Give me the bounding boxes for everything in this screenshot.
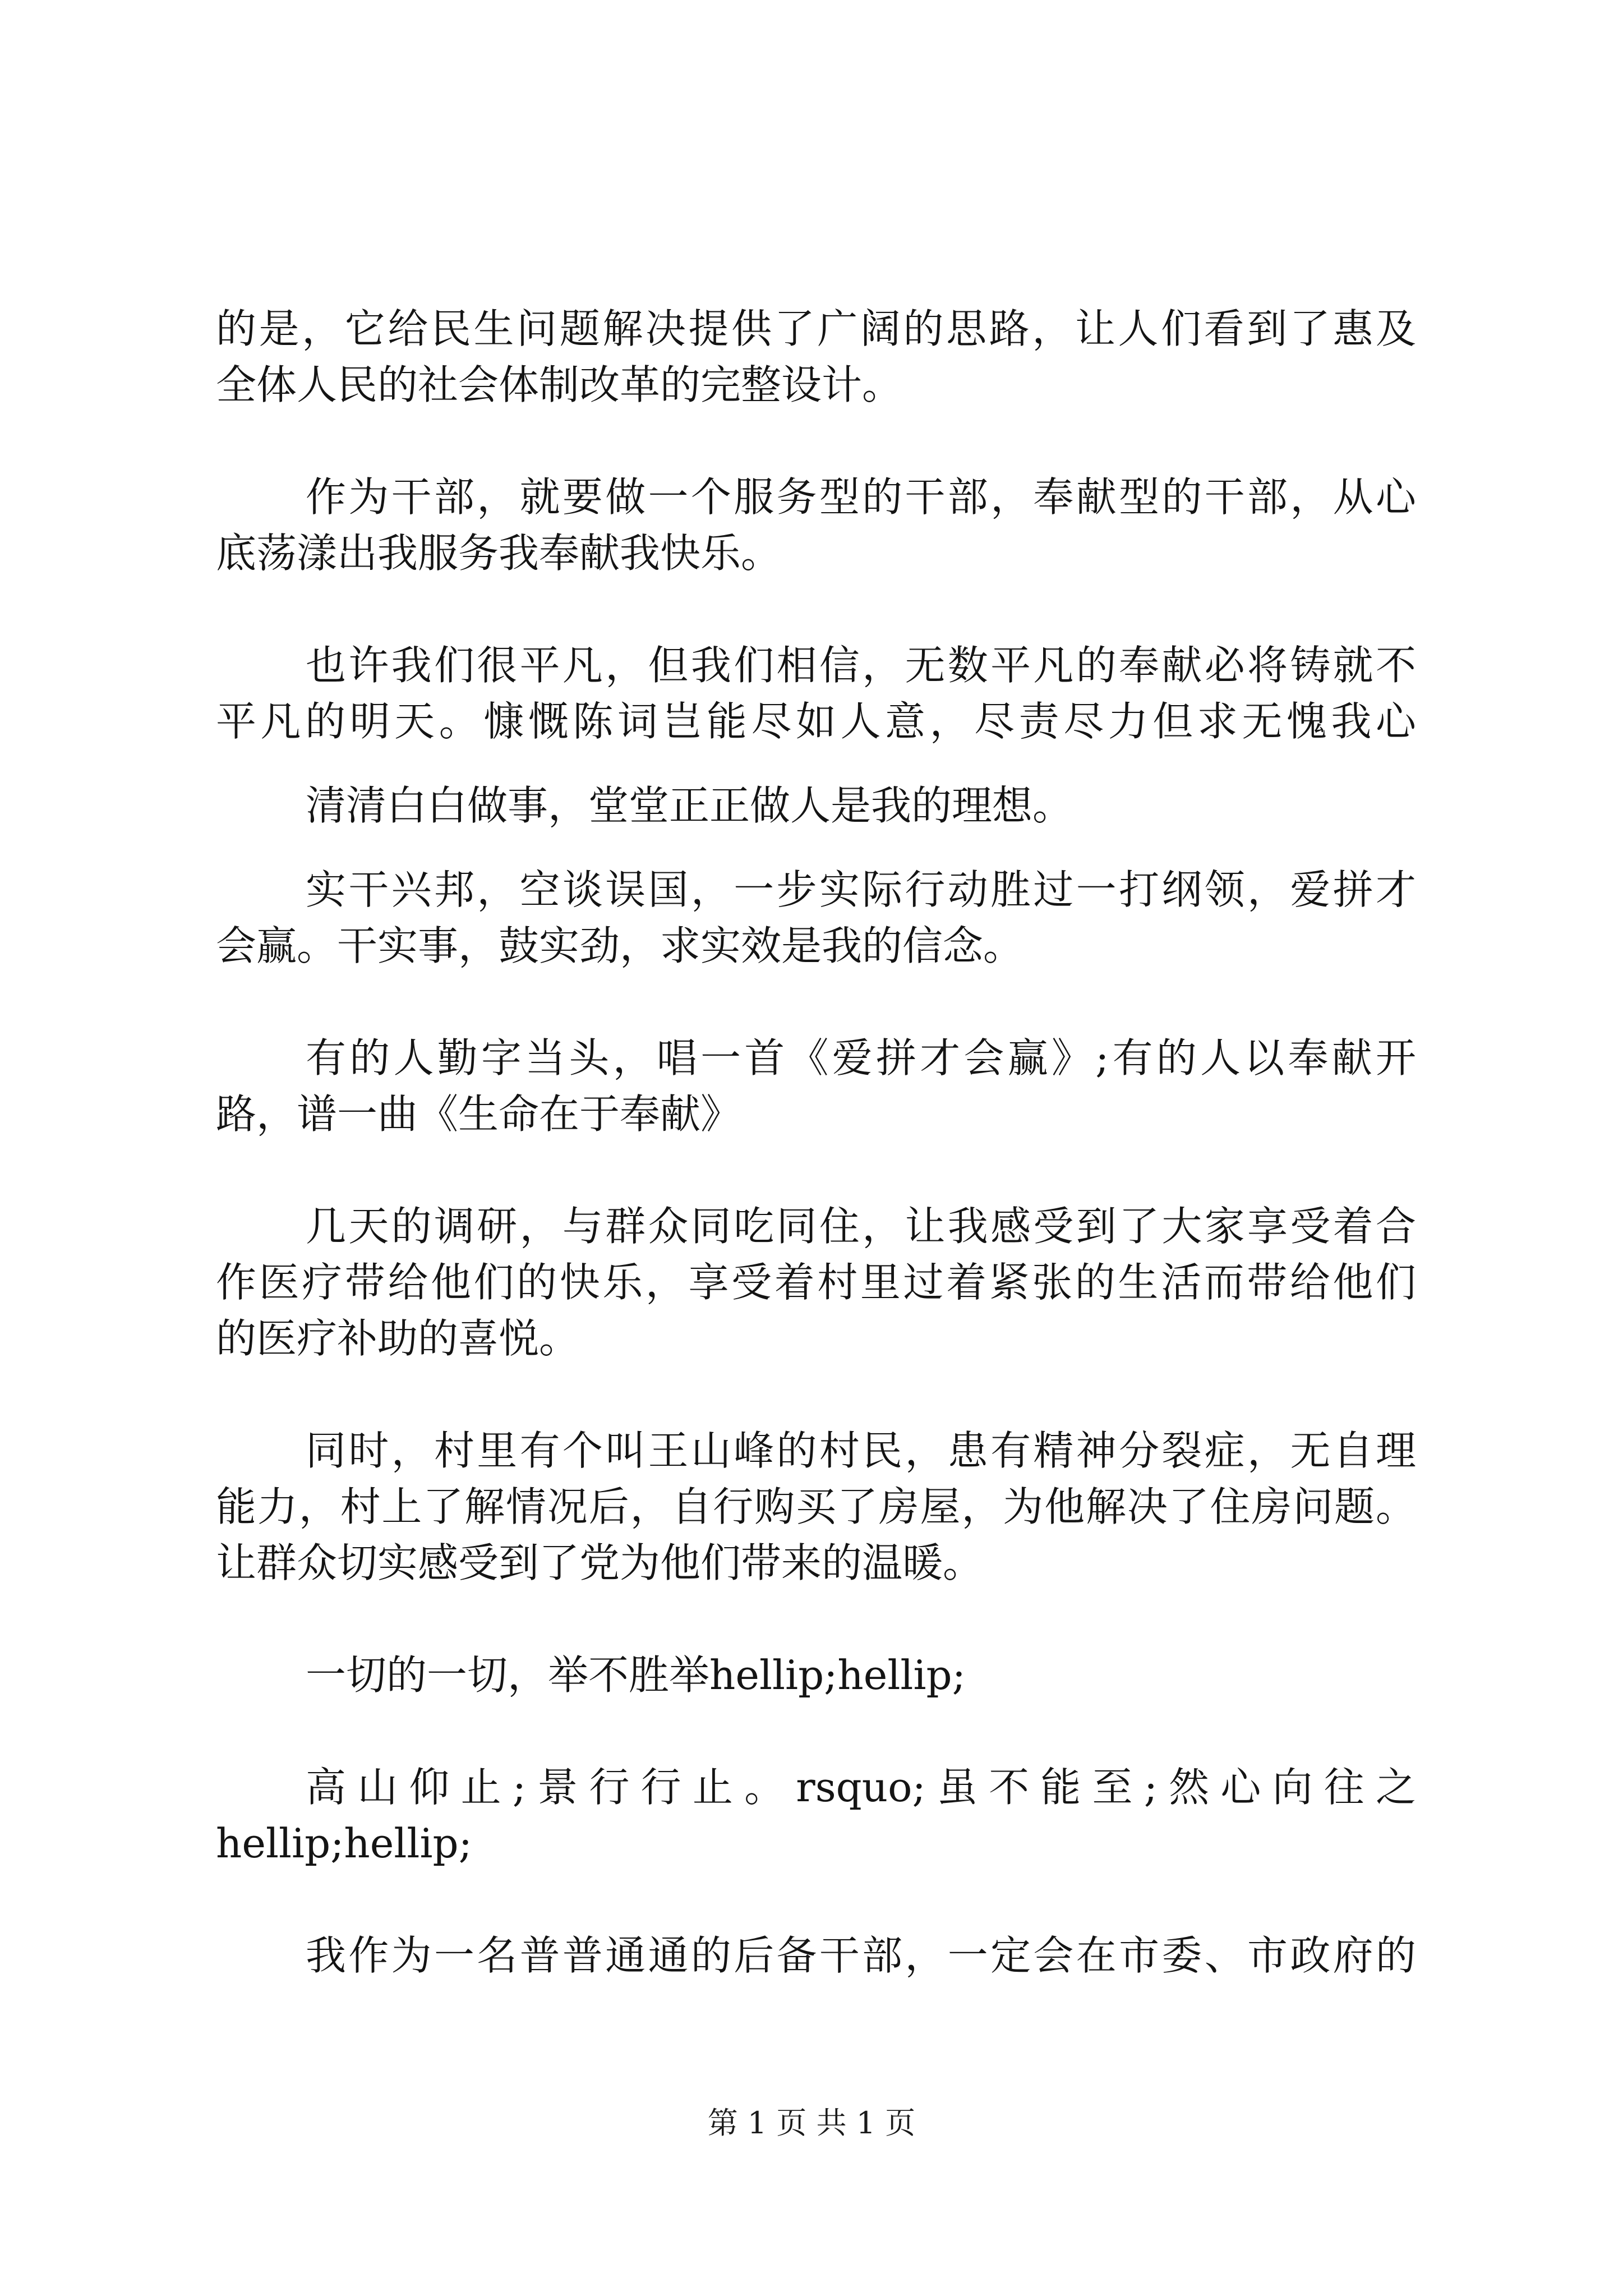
text-line-19: 高山仰止;景行行止。rsquo;虽不能至;然心向往之	[306, 1764, 1416, 1811]
text-line-2: 全体人民的社会体制改革的完整设计。	[216, 361, 903, 408]
text-line-5: 也许我们很平凡，但我们相信，无数平凡的奉献必将铸就不	[306, 642, 1416, 689]
text-line-6: 平凡的明天。慷慨陈词岂能尽如人意，尽责尽力但求无愧我心	[216, 698, 1416, 745]
text-line-8: 实干兴邦，空谈误国，一步实际行动胜过一打纲领，爱拼才	[306, 866, 1416, 913]
text-line-12: 几天的调研，与群众同吃同住，让我感受到了大家享受着合	[306, 1203, 1416, 1250]
text-line-14: 的医疗补助的喜悦。	[216, 1315, 580, 1362]
text-line-7: 清清白白做事，堂堂正正做人是我的理想。	[306, 782, 1073, 829]
text-line-20: hellip;hellip;	[216, 1820, 472, 1867]
text-line-9: 会赢。干实事，鼓实劲，求实效是我的信念。	[216, 922, 1024, 969]
text-line-4: 底荡漾出我服务我奉献我快乐。	[216, 530, 782, 577]
text-line-18: 一切的一切，举不胜举hellip;hellip;	[306, 1651, 966, 1699]
text-line-15: 同时，村里有个叫王山峰的村民，患有精神分裂症，无自理	[306, 1427, 1416, 1474]
text-line-10: 有的人勤字当头，唱一首《爱拼才会赢》;有的人以奉献开	[306, 1034, 1416, 1082]
text-line-21: 我作为一名普普通通的后备干部，一定会在市委、市政府的	[306, 1932, 1416, 1979]
text-line-17: 让群众切实感受到了党为他们带来的温暖。	[216, 1539, 984, 1586]
text-line-1: 的是，它给民生问题解决提供了广阔的思路，让人们看到了惠及	[216, 305, 1416, 352]
text-line-11: 路，谱一曲《生命在于奉献》	[216, 1091, 741, 1138]
text-line-3: 作为干部，就要做一个服务型的干部，奉献型的干部，从心	[306, 473, 1416, 521]
text-line-13: 作医疗带给他们的快乐，享受着村里过着紧张的生活而带给他们	[216, 1259, 1416, 1306]
text-line-16: 能力，村上了解情况后，自行购买了房屋，为他解决了住房问题。	[216, 1483, 1416, 1530]
page-number-footer: 第 1 页 共 1 页	[707, 2105, 916, 2141]
